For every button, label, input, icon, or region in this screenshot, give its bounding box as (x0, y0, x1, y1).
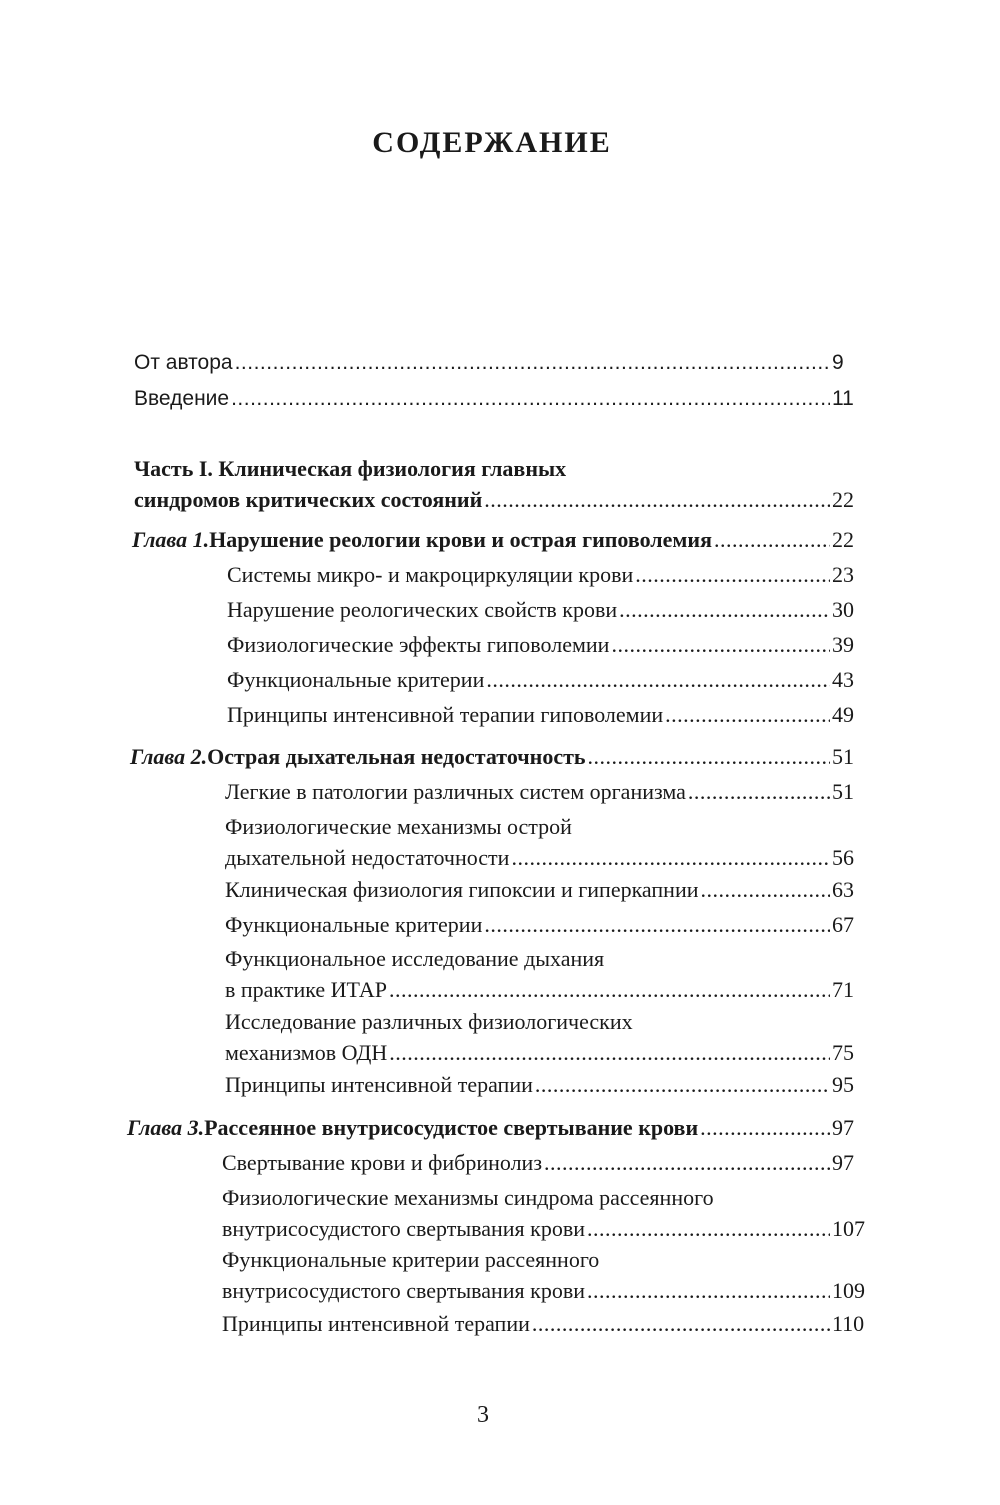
toc-entry-text: внутрисосудистого свертывания крови (222, 1216, 586, 1241)
toc-entry-line1: Функциональное исследование дыхания (225, 946, 605, 971)
toc-section[interactable] (227, 559, 854, 590)
toc-part-1[interactable] (134, 453, 854, 515)
leader-dots (700, 1112, 830, 1143)
toc-entry-text: Принципы интенсивной терапии гиповолемии (227, 702, 664, 727)
toc-entry-text: Системы микро- и макроциркуляции крови (227, 562, 634, 587)
toc-entry-page: 11 (832, 387, 854, 410)
toc-entry-text: Принципы интенсивной терапии (225, 1072, 533, 1097)
toc-section[interactable] (225, 1069, 854, 1100)
toc-entry-text: Физиологические эффекты гиповолемии (227, 632, 610, 657)
toc-entry-page: 110 (832, 1311, 865, 1336)
toc-entry-line1: Физиологические механизмы острой (225, 814, 572, 839)
toc-section[interactable] (227, 629, 854, 660)
page-title: СОДЕРЖАНИЕ (372, 126, 612, 159)
toc-entry-text: дыхательной недостаточности (225, 845, 510, 870)
toc-entry-text: внутрисосудистого свертывания крови (222, 1278, 586, 1303)
toc-part-line2: синдромов критических состояний (134, 487, 483, 512)
chapter-label: Глава 1. (132, 527, 210, 552)
toc-entry-page: 51 (832, 779, 854, 804)
toc-chapter-2[interactable] (130, 741, 854, 772)
leader-dots (535, 1069, 830, 1100)
toc-entry-text: Принципы интенсивной терапии (222, 1311, 530, 1336)
toc-entry-page: 22 (832, 527, 854, 552)
toc-entry-page: 56 (832, 845, 854, 870)
toc-entry-page: 30 (832, 597, 854, 622)
chapter-title: Нарушение реологии крови и острая гиповолемия (209, 527, 712, 552)
toc-section[interactable] (225, 943, 854, 1005)
leader-dots (484, 909, 830, 940)
leader-dots (587, 1275, 830, 1306)
toc-entry-page: 43 (832, 667, 854, 692)
leader-dots (532, 1308, 830, 1339)
toc-entry-text: Клиническая физиология гипоксии и гиперкапнии (225, 877, 699, 902)
toc-section[interactable] (222, 1308, 865, 1339)
leader-dots (588, 741, 830, 772)
leader-dots (619, 594, 830, 625)
toc-entry-text: Функциональные критерии (225, 912, 483, 937)
leader-dots (486, 664, 830, 695)
toc-entry-page: 51 (832, 744, 854, 769)
leader-dots (665, 699, 830, 730)
chapter-label: Глава 2. (130, 744, 208, 769)
toc-section[interactable] (225, 874, 854, 905)
toc-section[interactable] (225, 1006, 854, 1068)
toc-entry-text: в практике ИТАР (225, 977, 387, 1002)
toc-entry-text: Свертывание крови и фибринолиз (222, 1150, 543, 1175)
toc-entry-page: 75 (832, 1040, 854, 1065)
toc-entry-text: механизмов ОДН (225, 1040, 388, 1065)
toc-section[interactable] (225, 776, 854, 807)
toc-entry-text: Введение (134, 387, 230, 410)
toc-entry-page: 71 (832, 977, 854, 1002)
toc-section[interactable] (222, 1244, 865, 1306)
chapter-title: Острая дыхательная недостаточность (207, 744, 586, 769)
toc-chapter-3[interactable] (127, 1112, 854, 1143)
toc-entry-text: Легкие в патологии различных систем организма (225, 779, 686, 804)
toc-section[interactable] (225, 811, 854, 873)
leader-dots (235, 347, 830, 378)
leader-dots (484, 484, 830, 515)
leader-dots (544, 1147, 830, 1178)
leader-dots (635, 559, 830, 590)
toc-entry-introduction[interactable] (134, 383, 854, 414)
toc-section[interactable] (227, 699, 854, 730)
leader-dots (714, 524, 830, 555)
leader-dots (587, 1213, 830, 1244)
leader-dots (389, 974, 830, 1005)
toc-entry-page: 95 (832, 1072, 854, 1097)
chapter-title: Рассеянное внутрисосудистое свертывание крови (204, 1115, 699, 1140)
toc-entry-line1: Физиологические механизмы синдрома рассеянного (222, 1185, 714, 1210)
toc-entry-line1: Функциональные критерии рассеянного (222, 1247, 600, 1272)
leader-dots (611, 629, 830, 660)
page-number: 3 (477, 1402, 489, 1428)
toc-section[interactable] (225, 909, 854, 940)
toc-entry-page: 22 (832, 487, 854, 512)
toc-entry-from-author[interactable] (134, 347, 842, 378)
toc-entry-page: 109 (832, 1278, 865, 1303)
toc-entry-page: 49 (832, 702, 854, 727)
toc-entry-text: От автора (134, 351, 233, 374)
toc-entry-text: Функциональные критерии (227, 667, 485, 692)
toc-entry-page: 39 (832, 632, 854, 657)
toc-chapter-1[interactable] (132, 524, 854, 555)
leader-dots (389, 1037, 830, 1068)
toc-entry-page: 97 (832, 1150, 854, 1175)
chapter-label: Глава 3. (127, 1115, 205, 1140)
toc-entry-text: Нарушение реологических свойств крови (227, 597, 618, 622)
leader-dots (231, 383, 830, 414)
toc-entry-page: 97 (832, 1115, 854, 1140)
toc-entry-line1: Исследование различных физиологических (225, 1009, 633, 1034)
toc-section[interactable] (227, 594, 854, 625)
toc-entry-page: 67 (832, 912, 854, 937)
toc-section[interactable] (227, 664, 854, 695)
toc-section[interactable] (222, 1182, 865, 1244)
toc-entry-page: 9 (832, 351, 844, 374)
toc-part-line1: Часть I. Клиническая физиология главных (134, 456, 567, 481)
leader-dots (511, 842, 830, 873)
leader-dots (701, 874, 830, 905)
toc-entry-page: 107 (832, 1216, 865, 1241)
toc-section[interactable] (222, 1147, 854, 1178)
toc-entry-page: 23 (832, 562, 854, 587)
toc-entry-page: 63 (832, 877, 854, 902)
leader-dots (688, 776, 830, 807)
